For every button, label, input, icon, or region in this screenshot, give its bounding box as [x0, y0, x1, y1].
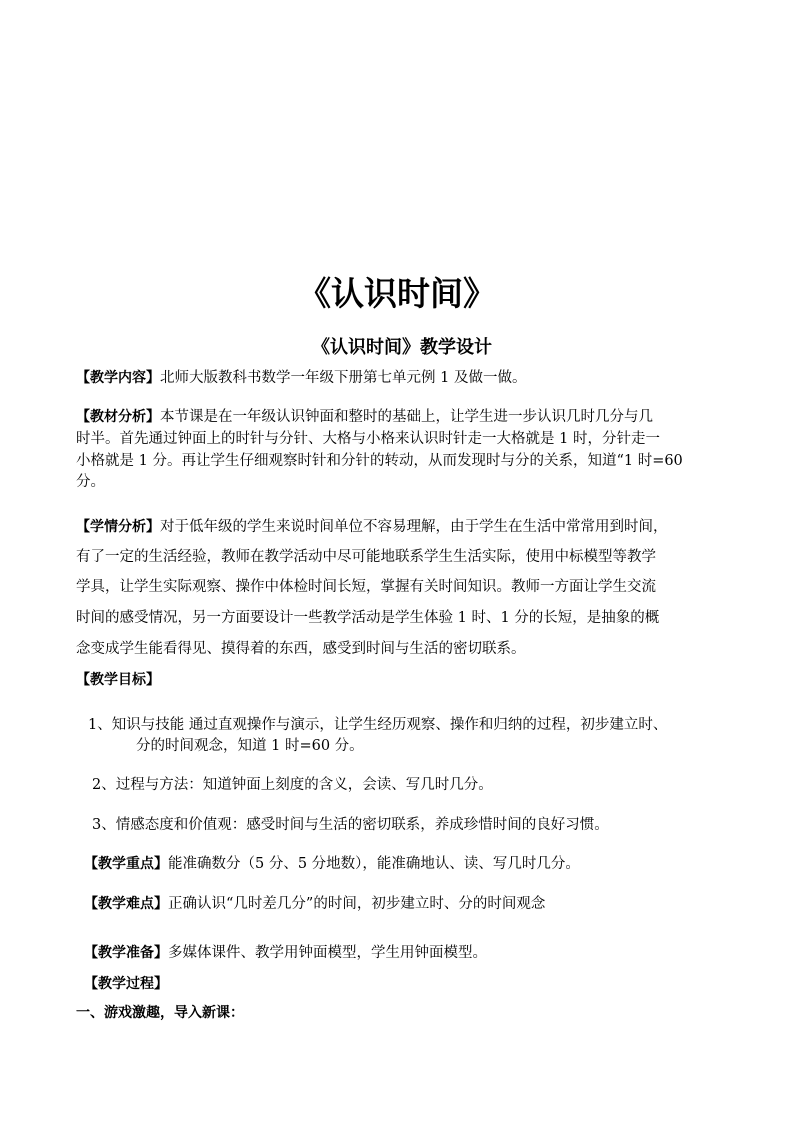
preparation-label: 【教学准备】 [84, 945, 168, 961]
student-analysis-line-5: 念变成学生能看得见、摸得着的东西，感受到时间与生活的密切联系。 [76, 641, 526, 657]
student-analysis-line-2: 有了一定的生活经验，教师在教学活动中尽可能地联系学生生活实际，使用中标模型等教学 [76, 549, 656, 565]
material-analysis-line-4: 分。 [76, 474, 105, 490]
teaching-content-paragraph [76, 366, 526, 390]
document-title: 《认识时间》 [298, 274, 496, 313]
objective-item-2: 2、过程与方法：知道钟面上刻度的含义，会读、写几时几分。 [92, 777, 493, 793]
document-subtitle: 《认识时间》教学设计 [312, 337, 492, 358]
process-heading [84, 972, 168, 996]
objective-item-1-line-2: 分的时间观念，知道 1 时=60 分。 [136, 738, 364, 754]
material-analysis-text-1: 本节课是在一年级认识钟面和整时的基础上，让学生进一步认识几时几分与几 [160, 409, 653, 425]
key-points-text: 能准确数分（5 分、5 分地数），能准确地认、读、写几时几分。 [168, 856, 580, 872]
objective-item-1-line-1: 1、知识与技能 通过直观操作与演示，让学生经历观察、操作和归纳的过程，初步建立时、 [88, 717, 668, 733]
preparation-text: 多媒体课件、教学用钟面模型，学生用钟面模型。 [168, 945, 487, 961]
material-analysis-label: 【教材分析】 [76, 409, 160, 425]
student-analysis-label: 【学情分析】 [76, 519, 160, 535]
difficulties-paragraph [84, 892, 545, 916]
preparation-paragraph [84, 941, 487, 965]
objectives-label: 【教学目标】 [76, 672, 160, 688]
difficulties-label: 【教学难点】 [84, 896, 168, 912]
objective-item-3: 3、情感态度和价值观：感受时间与生活的密切联系，养成珍惜时间的良好习惯。 [92, 817, 609, 833]
student-analysis-line-4: 时间的感受情况，另一方面要设计一些教学活动是学生体验 1 时、1 分的长短，是抽象的概 [76, 610, 660, 626]
key-points-label: 【教学重点】 [84, 856, 168, 872]
teaching-content-text: 北师大版教科书数学一年级下册第七单元例 1 及做一做。 [160, 370, 527, 386]
process-label: 【教学过程】 [84, 976, 168, 992]
material-analysis-line-1 [76, 405, 653, 429]
key-points-paragraph [84, 852, 580, 876]
material-analysis-line-3: 小格就是 1 分。再让学生仔细观察时针和分针的转动，从而发现时与分的关系，知道“1 时=60 [76, 453, 683, 469]
student-analysis-text-1: 对于低年级的学生来说时间单位不容易理解，由于学生在生活中常常用到时间， [160, 519, 668, 535]
student-analysis-line-3: 学具，让学生实际观察、操作中体检时间长短，掌握有关时间知识。教师一方面让学生交流 [76, 579, 656, 595]
objectives-heading [76, 668, 160, 692]
process-section-1-heading: 一、游戏激趣，导入新课： [76, 1005, 244, 1021]
student-analysis-line-1 [76, 515, 668, 539]
difficulties-text: 正确认识“几时差几分”的时间，初步建立时、分的时间观念 [168, 896, 546, 912]
material-analysis-line-2: 时半。首先通过钟面上的时针与分针、大格与小格来认识时针走一大格就是 1 时，分针走一 [76, 431, 660, 447]
teaching-content-label: 【教学内容】 [76, 370, 160, 386]
